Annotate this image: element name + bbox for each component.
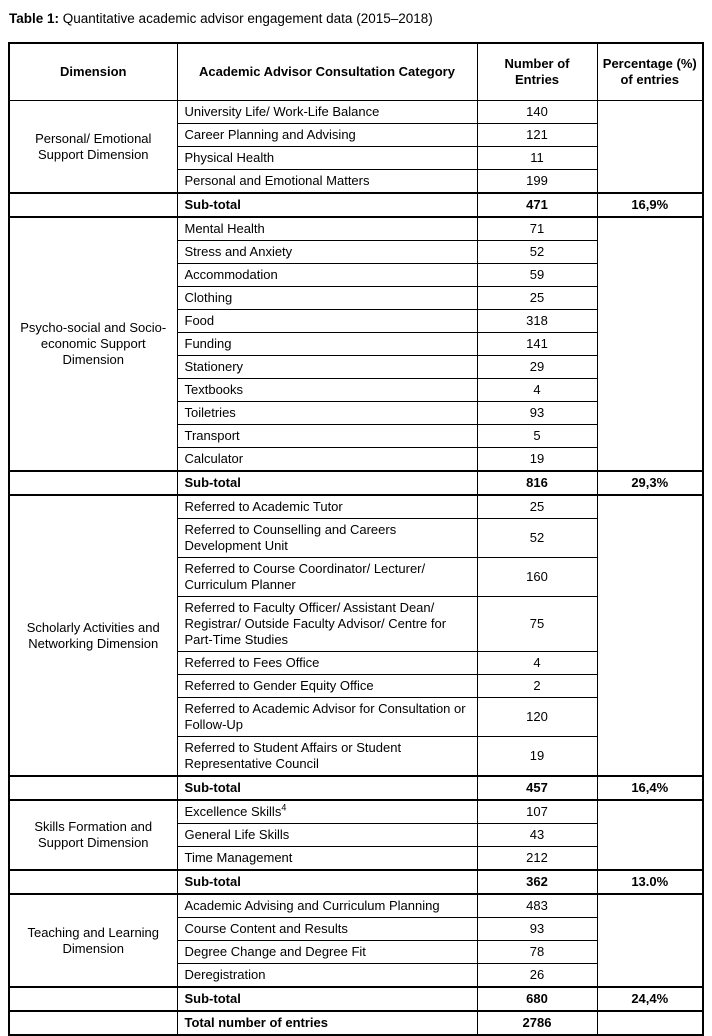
dimension-cell: Scholarly Activities and Networking Dimension <box>9 495 177 776</box>
subtotal-percentage-cell: 16,9% <box>597 193 703 217</box>
subtotal-percentage-cell: 13.0% <box>597 870 703 894</box>
entries-cell: 160 <box>477 558 597 597</box>
subtotal-entries-cell: 471 <box>477 193 597 217</box>
total-label-cell: Total number of entries <box>177 1011 477 1035</box>
category-cell: Funding <box>177 333 477 356</box>
table-row <box>9 101 703 124</box>
entries-cell: 19 <box>477 737 597 777</box>
category-cell: Degree Change and Degree Fit <box>177 941 477 964</box>
category-cell: Referred to Fees Office <box>177 652 477 675</box>
entries-cell: 107 <box>477 800 597 824</box>
entries-cell: 5 <box>477 425 597 448</box>
subtotal-row <box>9 776 703 800</box>
category-cell: Referred to Student Affairs or Student Representative Council <box>177 737 477 777</box>
header-row <box>9 43 703 101</box>
category-cell: University Life/ Work-Life Balance <box>177 101 477 124</box>
table-caption <box>9 10 704 27</box>
entries-cell: 212 <box>477 847 597 871</box>
subtotal-entries-cell: 680 <box>477 987 597 1011</box>
dimension-cell-empty <box>9 987 177 1011</box>
entries-cell: 11 <box>477 147 597 170</box>
category-cell: Calculator <box>177 448 477 472</box>
category-cell: Stationery <box>177 356 477 379</box>
dimension-cell: Teaching and Learning Dimension <box>9 894 177 987</box>
table-row <box>9 894 703 918</box>
subtotal-row <box>9 987 703 1011</box>
category-cell: Textbooks <box>177 379 477 402</box>
entries-cell: 2 <box>477 675 597 698</box>
footnote-marker: 4 <box>281 802 287 813</box>
subtotal-percentage-cell: 29,3% <box>597 471 703 495</box>
category-cell: Referred to Gender Equity Office <box>177 675 477 698</box>
dimension-cell: Skills Formation and Support Dimension <box>9 800 177 870</box>
entries-cell: 75 <box>477 597 597 652</box>
category-cell: Stress and Anxiety <box>177 241 477 264</box>
entries-cell: 121 <box>477 124 597 147</box>
subtotal-row <box>9 193 703 217</box>
category-cell: Referred to Counselling and Careers Development Unit <box>177 519 477 558</box>
subtotal-row <box>9 471 703 495</box>
engagement-data-table <box>8 42 704 1036</box>
subtotal-row <box>9 870 703 894</box>
entries-cell: 43 <box>477 824 597 847</box>
subtotal-percentage-cell: 16,4% <box>597 776 703 800</box>
entries-cell: 59 <box>477 264 597 287</box>
category-cell: Career Planning and Advising <box>177 124 477 147</box>
entries-cell: 93 <box>477 402 597 425</box>
entries-cell: 120 <box>477 698 597 737</box>
entries-cell: 78 <box>477 941 597 964</box>
entries-cell: 71 <box>477 217 597 241</box>
total-percentage-cell-empty <box>597 1011 703 1035</box>
percentage-cell-empty <box>597 800 703 870</box>
subtotal-percentage-cell: 24,4% <box>597 987 703 1011</box>
entries-cell: 199 <box>477 170 597 194</box>
table-row <box>9 495 703 519</box>
category-cell: Transport <box>177 425 477 448</box>
entries-cell: 29 <box>477 356 597 379</box>
category-cell: Physical Health <box>177 147 477 170</box>
entries-cell: 52 <box>477 241 597 264</box>
entries-cell: 4 <box>477 652 597 675</box>
category-cell: General Life Skills <box>177 824 477 847</box>
category-cell: Referred to Academic Advisor for Consultation or Follow-Up <box>177 698 477 737</box>
column-header-category: Academic Advisor Consultation Category <box>177 43 477 101</box>
percentage-cell-empty <box>597 495 703 776</box>
category-cell: Course Content and Results <box>177 918 477 941</box>
table-caption-text: Quantitative academic advisor engagement data (2015–2018) <box>59 11 433 26</box>
subtotal-entries-cell: 816 <box>477 471 597 495</box>
subtotal-label-cell: Sub-total <box>177 870 477 894</box>
category-cell: Referred to Course Coordinator/ Lecturer/ Curriculum Planner <box>177 558 477 597</box>
dimension-cell-empty <box>9 471 177 495</box>
category-cell: Food <box>177 310 477 333</box>
column-header-entries: Number of Entries <box>477 43 597 101</box>
category-text: Excellence Skills <box>184 804 282 819</box>
entries-cell: 25 <box>477 287 597 310</box>
category-cell: Referred to Faculty Officer/ Assistant Dean/ Registrar/ Outside Faculty Advisor/ Centre for Part-Time Studies <box>177 597 477 652</box>
category-cell: Accommodation <box>177 264 477 287</box>
category-cell: Deregistration <box>177 964 477 988</box>
category-cell: Academic Advising and Curriculum Planning <box>177 894 477 918</box>
percentage-cell-empty <box>597 217 703 471</box>
entries-cell: 483 <box>477 894 597 918</box>
table-caption-label: Table 1: <box>9 11 60 26</box>
entries-cell: 26 <box>477 964 597 988</box>
total-entries-cell: 2786 <box>477 1011 597 1035</box>
category-cell: Personal and Emotional Matters <box>177 170 477 194</box>
category-cell: Referred to Academic Tutor <box>177 495 477 519</box>
table-row <box>9 800 703 824</box>
total-row <box>9 1011 703 1035</box>
table-row <box>9 217 703 241</box>
entries-cell: 318 <box>477 310 597 333</box>
category-cell <box>177 800 477 824</box>
column-header-percentage: Percentage (%) of entries <box>597 43 703 101</box>
dimension-cell-empty <box>9 193 177 217</box>
entries-cell: 93 <box>477 918 597 941</box>
dimension-cell: Personal/ Emotional Support Dimension <box>9 101 177 194</box>
subtotal-label-cell: Sub-total <box>177 776 477 800</box>
entries-cell: 52 <box>477 519 597 558</box>
category-cell: Time Management <box>177 847 477 871</box>
category-cell: Toiletries <box>177 402 477 425</box>
column-header-dimension: Dimension <box>9 43 177 101</box>
entries-cell: 25 <box>477 495 597 519</box>
entries-cell: 19 <box>477 448 597 472</box>
percentage-cell-empty <box>597 894 703 987</box>
entries-cell: 140 <box>477 101 597 124</box>
dimension-cell-empty <box>9 870 177 894</box>
subtotal-entries-cell: 362 <box>477 870 597 894</box>
entries-cell: 4 <box>477 379 597 402</box>
subtotal-label-cell: Sub-total <box>177 987 477 1011</box>
entries-cell: 141 <box>477 333 597 356</box>
subtotal-label-cell: Sub-total <box>177 193 477 217</box>
dimension-cell-empty <box>9 776 177 800</box>
category-cell: Mental Health <box>177 217 477 241</box>
percentage-cell-empty <box>597 101 703 194</box>
subtotal-label-cell: Sub-total <box>177 471 477 495</box>
subtotal-entries-cell: 457 <box>477 776 597 800</box>
category-cell: Clothing <box>177 287 477 310</box>
dimension-cell-empty <box>9 1011 177 1035</box>
dimension-cell: Psycho-social and Socio-economic Support Dimension <box>9 217 177 471</box>
